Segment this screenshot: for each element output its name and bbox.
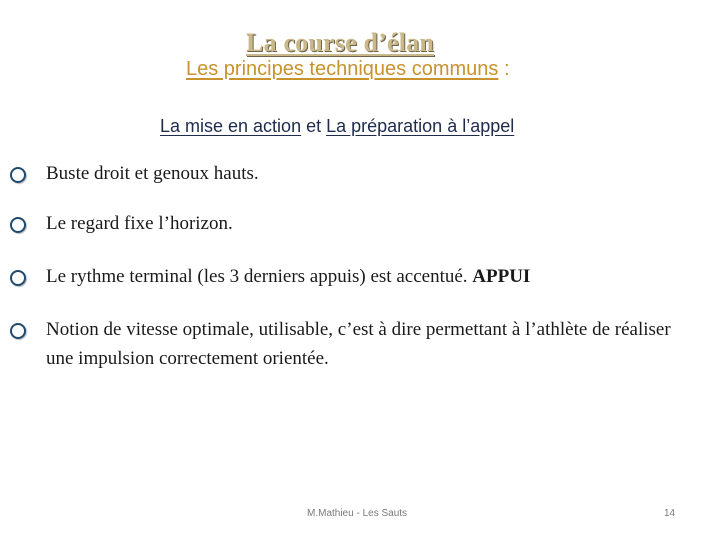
- footer-author: M.Mathieu - Les Sauts: [307, 508, 408, 519]
- ring-bullet-icon: [10, 323, 26, 339]
- ring-bullet-icon: [10, 217, 26, 233]
- slide-title: La course d’élan: [246, 28, 435, 57]
- bullet-text: Notion de vitesse optimale, utilisable, c’est à dire permettant à l’athlète de réaliser une impulsion correctement orientée.: [46, 319, 671, 369]
- bullet-item: [10, 212, 690, 238]
- bullet-item: [10, 318, 690, 373]
- bullet-text-main: Le rythme terminal (les 3 derniers appuis) est accentué.: [46, 266, 473, 287]
- bullet-emphasis: APPUI: [472, 266, 531, 287]
- bullet-text: Le regard fixe l’horizon.: [46, 213, 233, 234]
- ring-bullet-icon: [10, 167, 26, 183]
- bullet-text: Buste droit et genoux hauts.: [46, 163, 259, 184]
- bullet-item: [10, 265, 690, 291]
- section-heading-part2: La préparation à l’appel: [326, 116, 515, 136]
- bullet-item: [10, 162, 690, 188]
- section-heading-part1: La mise en action: [160, 116, 302, 136]
- bullet-text: [46, 262, 530, 291]
- subtitle-colon: :: [498, 58, 510, 80]
- section-heading-connector: et: [301, 116, 327, 136]
- subtitle-text: Les principes techniques communs: [186, 58, 499, 80]
- page-number: 14: [664, 508, 676, 519]
- ring-bullet-icon: [10, 270, 26, 286]
